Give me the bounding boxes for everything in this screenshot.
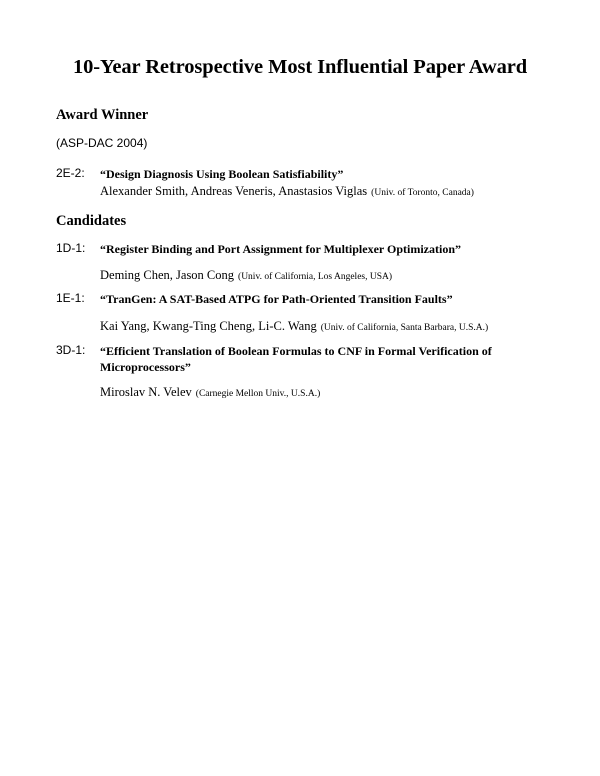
candidate-paper-affiliation: (Univ. of California, Los Angeles, USA) <box>238 272 393 282</box>
winner-paper-title: “Design Diagnosis Using Boolean Satisfiability” <box>100 167 344 181</box>
candidate-paper-title: “Register Binding and Port Assignment for Multiplexer Optimization” <box>100 242 462 256</box>
candidate-paper-authors: Miroslav N. Velev <box>100 385 192 399</box>
candidate-paper-title: “TranGen: A SAT-Based ATPG for Path-Oriented Transition Faults” <box>100 292 453 306</box>
candidate-paper-id: 1D-1: <box>56 241 86 255</box>
candidate-paper-id: 1E-1: <box>56 291 85 305</box>
candidate-paper-title: “Efficient Translation of Boolean Formulas to CNF in Formal Verification of <box>100 344 492 358</box>
candidate-paper-id: 3D-1: <box>56 343 86 357</box>
winner-paper-affiliation: (Univ. of Toronto, Canada) <box>371 188 474 198</box>
winner-paper-byline <box>100 182 474 200</box>
winner-paper-authors: Alexander Smith, Andreas Veneris, Anastasios Viglas <box>100 184 368 198</box>
candidate-paper-authors: Kai Yang, Kwang-Ting Cheng, Li-C. Wang <box>100 319 317 333</box>
candidate-paper-byline <box>100 266 392 284</box>
candidate-paper-title-continued: Microprocessors” <box>100 360 191 374</box>
candidate-paper-byline <box>100 317 488 335</box>
candidate-paper-affiliation: (Univ. of California, Santa Barbara, U.S.A.) <box>320 323 489 333</box>
page-title: 10-Year Retrospective Most Influential Paper Award <box>72 56 528 78</box>
candidates-heading: Candidates <box>56 213 127 229</box>
candidate-paper-byline <box>100 383 320 401</box>
award-winner-heading: Award Winner <box>56 107 149 123</box>
candidate-paper-affiliation: (Carnegie Mellon Univ., U.S.A.) <box>195 389 321 399</box>
conference-label: (ASP-DAC 2004) <box>56 136 148 150</box>
winner-paper-id: 2E-2: <box>56 166 85 180</box>
candidate-paper-authors: Deming Chen, Jason Cong <box>100 268 235 282</box>
